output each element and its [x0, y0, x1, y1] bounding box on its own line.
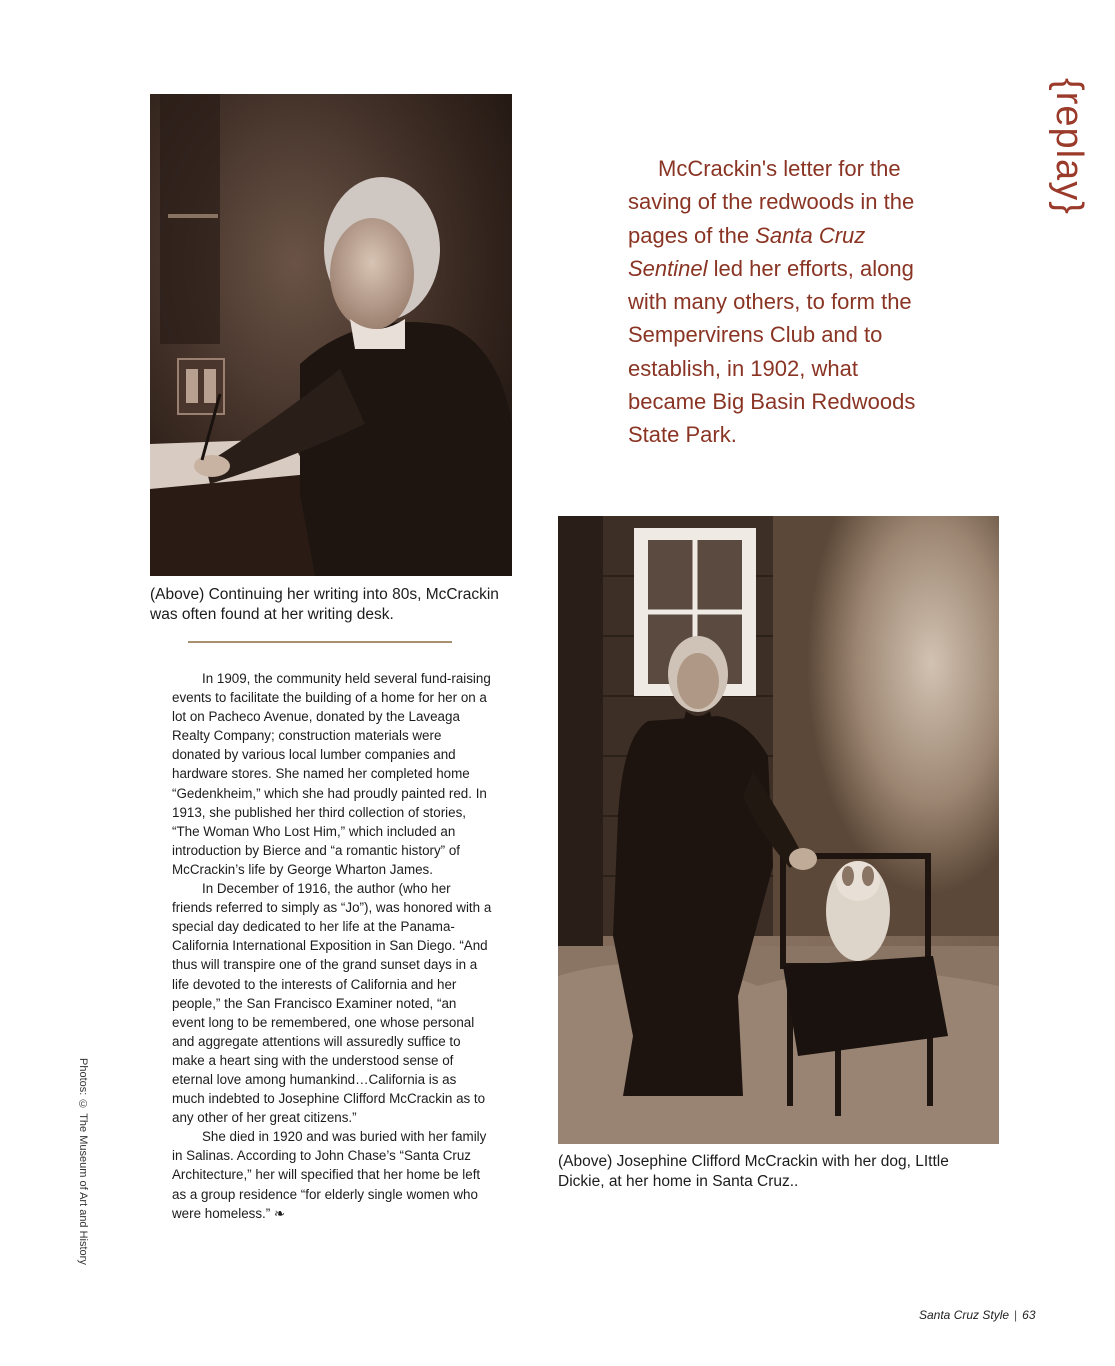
writing-desk-caption: (Above) Continuing her writing into 80s, McCrackin was often found at her writing desk. — [150, 586, 499, 623]
body-paragraph: In December of 1916, the author (who her friends referred to simply as “Jo”), was honored with a special day dedicated to her life at the Panama-California International Exposition in San Diego. “And thus will transpire one of the grand sunset days in a life devoted to the interests of California and her people,” the San Francisco Examiner noted, “an event long to be remembered, one whose personal and aggregate attentions will assuredly suffice to make a heart sing with the understood sense of eternal love among humankind…California is as much indebted to Josephine Clifford McCrackin as to any other of her great citizens.” — [172, 881, 492, 1126]
section-label: {replay} — [1048, 78, 1090, 215]
article-body — [172, 669, 492, 1223]
folio-separator: | — [1014, 1308, 1018, 1322]
photo-credit: Photos: © The Museum of Art and History — [77, 1058, 89, 1265]
page-number: 63 — [1022, 1308, 1036, 1322]
body-paragraph: In 1909, the community held several fund-raising events to facilitate the building of a home for her on a lot on Pacheco Avenue, donated by the Laveaga Realty Company; construction materials were donated by various local lumber companies and hardware stores. She named her completed home “Gedenkheim,” which she had proudly painted red. In 1913, she published her third collection of stories, “The Woman Who Lost Him,” which included an introduction by Bierce and “a romantic history” of McCrackin’s life by George Wharton James. — [172, 671, 491, 877]
divider-rule — [188, 641, 452, 643]
pull-quote — [628, 152, 938, 452]
pull-quote-text: McCrackin's letter for the saving of the redwoods in the pages of the — [628, 156, 915, 248]
pull-quote-text-end: led her efforts, along with many others, to form the Sempervirens Club and to establish, in 1902, what became Big Basin Redwoods State Park. — [628, 255, 916, 448]
publication-name: Santa Cruz Style — [919, 1308, 1010, 1322]
pull-quote-newspaper: Santa Cruz Sentinel — [628, 222, 866, 281]
dog-portrait-caption: (Above) Josephine Clifford McCrackin with her dog, LIttle Dickie, at her home in Santa Cruz.. — [558, 1153, 949, 1190]
folio — [919, 1308, 1036, 1322]
body-paragraph: She died in 1920 and was buried with her family in Salinas. According to John Chase’s “Santa Cruz Architecture,” her will specified that her home be left as a group residence “for elderly single women who were homeless.” ❧ — [172, 1129, 487, 1221]
dog-portrait-photo — [558, 516, 999, 1144]
writing-desk-photo — [150, 94, 512, 576]
